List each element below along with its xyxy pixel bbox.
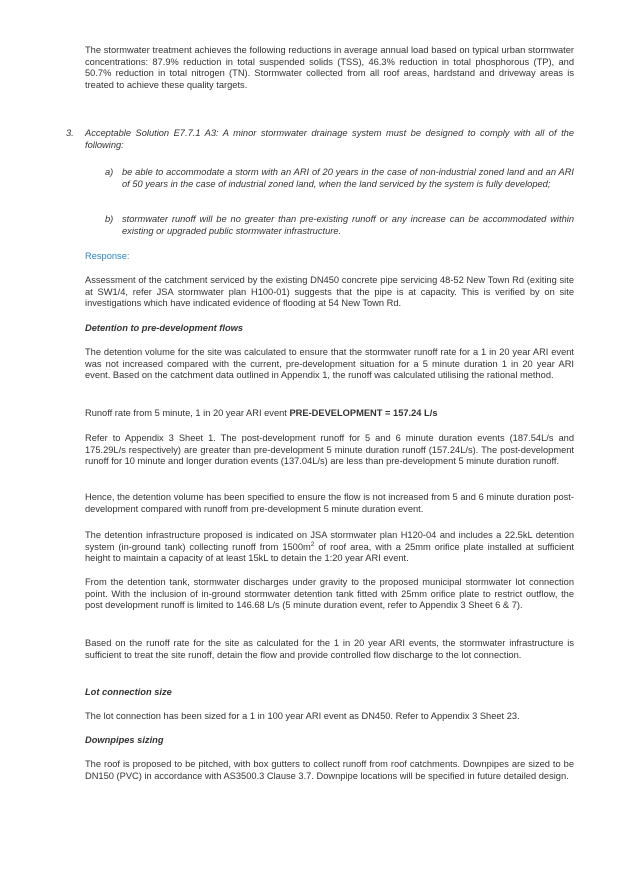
infrastructure-text-part1: The detention infrastructure proposed is indicated on JSA stormwater plan H120-04 and includes a 22.5kL detention system (in-ground tank) collecting runoff from 1500m	[85, 530, 574, 552]
acceptable-solution-text: Acceptable Solution E7.7.1 A3: A minor stormwater drainage system must be designed to comply with all of the following:	[85, 128, 574, 150]
detention-paragraph: The detention volume for the site was calculated to ensure that the stormwater runoff rate for a 1 in 20 year ARI event was not increased compared with the current, pre-development situation for a 5 minute duration 1 in 20 year ARI event. Based on the catchment data outlined in Appendix 1, the runoff was calculated utilising the rational method.	[85, 347, 574, 381]
infrastructure-text-part2: of roof area, with a 25mm orifice plate installed at sufficient height to maintain a capacity of at least 15kL to detain the 1:20 year ARI event.	[85, 541, 574, 564]
lot-connection-paragraph: The lot connection has been sized for a 1 in 100 year ARI event as DN450. Refer to Appendix 3 Sheet 23.	[85, 711, 520, 721]
subitem-a-text: be able to accommodate a storm with an ARI of 20 years in the case of non-industrial zoned land and an ARI of 50 years in the case of industrial zoned land, when the land serviced by the system is fully developed;	[122, 167, 574, 189]
downpipes-paragraph: The roof is proposed to be pitched, with box gutters to collect runoff from roof catchments. Downpipes are sized to be DN150 (PVC) in accordance with AS3500.3 Clause 3.7. Downpipe locations will be specified in future detailed design.	[85, 759, 574, 781]
assessment-paragraph: Assessment of the catchment serviced by the existing DN450 concrete pipe servicing 48-52 New Town Rd (exiting site at SW1/4, refer JSA stormwater plan H100-01) suggests that the pipe is at capacity. This is verified by on site investigations which have indicated evidence of flooding at 54 New Town Rd.	[85, 275, 574, 309]
hence-paragraph: Hence, the detention volume has been specified to ensure the flow is not increased from 5 and 6 minute duration post-development compared with runoff from pre-development 5 minute duration event.	[85, 492, 574, 514]
subitem-a-label: a)	[105, 167, 114, 177]
appendix-paragraph: Refer to Appendix 3 Sheet 1. The post-development runoff for 5 and 6 minute duration events (187.54L/s and 175.29L/s respectively) are greater than pre-development 5 minute duration runoff (157.24L/s). The post-development runoff for 10 minute and longer duration events (137.04L/s) are less than pre-development 5 minute duration runoff.	[85, 433, 574, 467]
heading-detention: Detention to pre-development flows	[85, 323, 244, 333]
runoff-rate-prefix: Runoff rate from 5 minute, 1 in 20 year ARI event	[85, 408, 290, 418]
squared-superscript: 2	[310, 540, 315, 548]
subitem-b-text: stormwater runoff will be no greater than pre-existing runoff or any increase can be accommodated within existing or upgraded public stormwater infrastructure.	[122, 214, 574, 236]
runoff-rate-value: PRE-DEVELOPMENT = 157.24 L/s	[289, 408, 438, 418]
response-label: Response:	[85, 251, 130, 261]
heading-lot-connection: Lot connection size	[85, 687, 172, 697]
detention-tank-paragraph: From the detention tank, stormwater discharges under gravity to the proposed municipal stormwater lot connection point. With the inclusion of in-ground stormwater detention tank fitted with 25mm orifice plate to restrict outflow, the post development runoff is limited to 146.68 L/s (5 minute duration event, refer to Appendix 3 Sheet 6 & 7).	[85, 577, 574, 611]
runoff-rate-line	[85, 408, 574, 420]
item-number: 3.	[66, 128, 74, 138]
based-paragraph: Based on the runoff rate for the site as calculated for the 1 in 20 year ARI events, the stormwater infrastructure is sufficient to treat the site runoff, detain the flow and provide controlled flow discharge to the lot connection.	[85, 638, 574, 660]
heading-downpipes: Downpipes sizing	[85, 735, 164, 745]
infrastructure-paragraph	[85, 530, 574, 565]
subitem-b-label: b)	[105, 214, 114, 224]
intro-paragraph: The stormwater treatment achieves the following reductions in average annual load based on typical urban stormwater concentrations: 87.9% reduction in total suspended solids (TSS), 46.3% reduction in total phosphorous (TP), and 50.7% reduction in total nitrogen (TN). Stormwater collected from all roof areas, hardstand and driveway areas is treated to achieve these quality targets.	[85, 45, 574, 90]
